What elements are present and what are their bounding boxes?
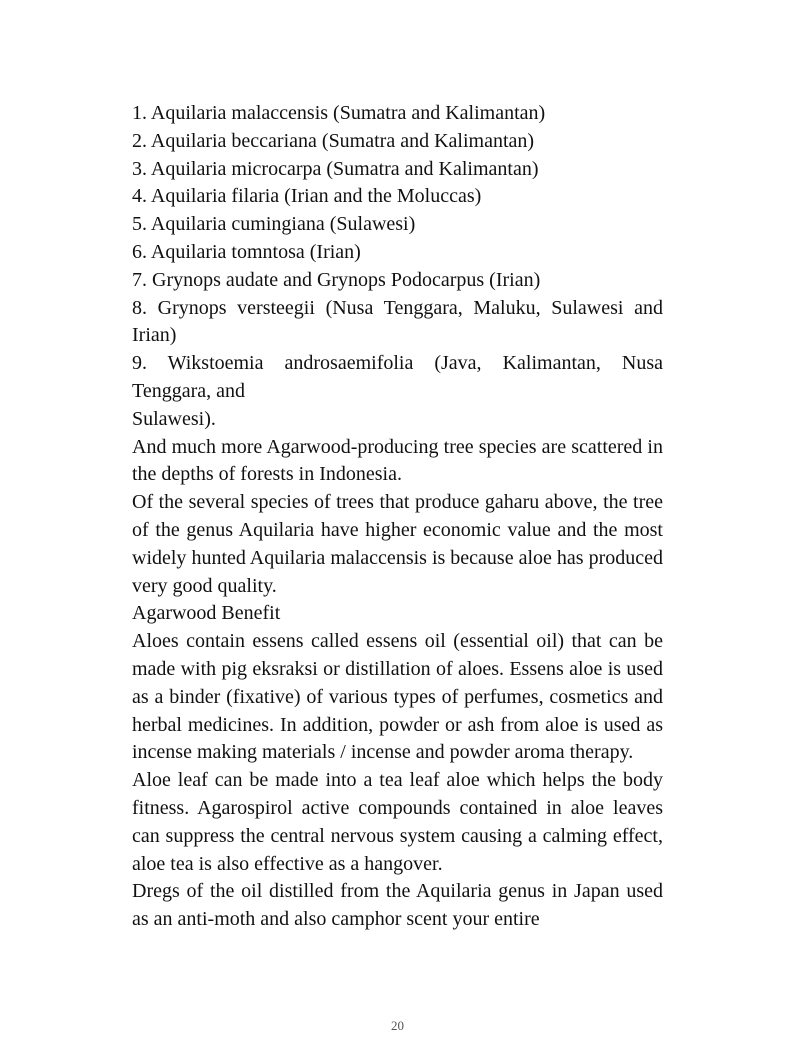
benefit-paragraph: Aloes contain essens called essens oil (essential oil) that can be made with pig eksraksi or distillation of aloes. Essens aloe is used as a binder (fixative) of various types of perfumes, cosmetics and herbal medicines. In addition, powder or ash from aloe is used as incense making materials / incense and powder aroma therapy. (132, 630, 663, 764)
list-item: 3. Aquilaria microcarpa (Sumatra and Kalimantan) (132, 157, 539, 180)
list-item: 7. Grynops audate and Grynops Podocarpus (Irian) (132, 268, 541, 291)
body-paragraph: And much more Agarwood-producing tree species are scattered in the depths of forests in Indonesia. (132, 435, 663, 486)
benefit-paragraph: Aloe leaf can be made into a tea leaf aloe which helps the body fitness. Agarospirol active compounds contained in aloe leaves can suppress the central nervous system causing a calming effect, aloe tea is also effective as a hangover. (132, 769, 663, 875)
list-item: 2. Aquilaria beccariana (Sumatra and Kalimantan) (132, 129, 535, 152)
list-item: 9. Wikstoemia androsaemifolia (Java, Kalimantan, Nusa Tenggara, and (132, 352, 663, 402)
page-body (132, 100, 663, 934)
list-item: 6. Aquilaria tomntosa (Irian) (132, 240, 361, 263)
list-item: 5. Aquilaria cumingiana (Sulawesi) (132, 213, 416, 236)
section-heading: Agarwood Benefit (132, 602, 281, 625)
list-item: 4. Aquilaria filaria (Irian and the Moluccas) (132, 185, 482, 208)
list-item: 8. Grynops versteegii (Nusa Tenggara, Maluku, Sulawesi and Irian) (132, 296, 663, 347)
page-number: 20 (391, 1018, 404, 1033)
benefit-paragraph: Dregs of the oil distilled from the Aquilaria genus in Japan used as an anti-moth and also camphor scent your entire (132, 880, 663, 931)
list-item: 1. Aquilaria malaccensis (Sumatra and Kalimantan) (132, 102, 546, 124)
body-paragraph: Of the several species of trees that produce gaharu above, the tree of the genus Aquilaria have higher economic value and the most widely hunted Aquilaria malaccensis is because aloe has produced very good quality. (132, 491, 663, 597)
list-item-continuation: Sulawesi). (132, 407, 216, 430)
